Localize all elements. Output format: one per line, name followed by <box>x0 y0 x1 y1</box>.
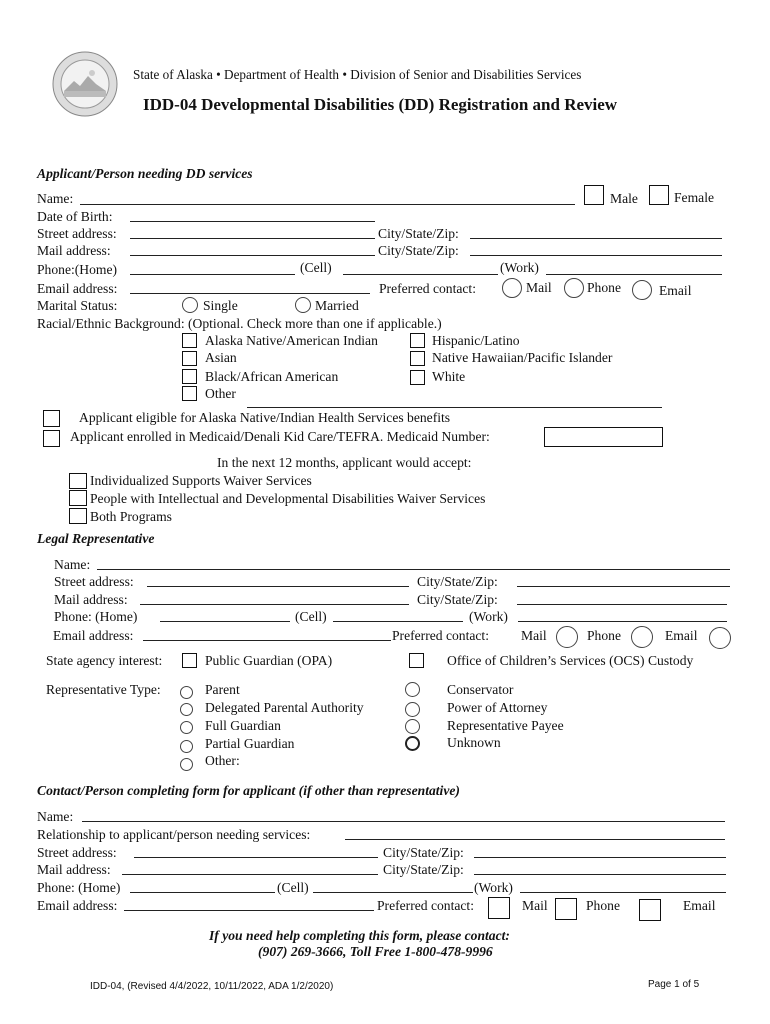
race-alaska-native-label: Alaska Native/American Indian <box>205 333 378 348</box>
contact-mail-city-field[interactable] <box>474 874 726 875</box>
isw-label: Individualized Supports Waiver Services <box>90 473 312 488</box>
rep-dpa-radio[interactable] <box>180 703 193 716</box>
rep-type-label: Representative Type: <box>46 682 161 697</box>
race-asian-label: Asian <box>205 350 237 365</box>
contact-cell-field[interactable] <box>313 892 473 893</box>
both-programs-label: Both Programs <box>90 509 172 524</box>
contact-phone-label: Phone: (Home) <box>37 880 121 895</box>
contact-cell-label: (Cell) <box>277 880 309 895</box>
city-label: City/State/Zip: <box>378 226 459 241</box>
cell-field[interactable] <box>343 274 498 275</box>
cell-label: (Cell) <box>300 260 332 275</box>
race-other-field[interactable] <box>247 407 662 408</box>
page-number: Page 1 of 5 <box>648 979 700 990</box>
rep-conservator-radio[interactable] <box>405 682 420 697</box>
pc-mail-radio[interactable] <box>502 278 522 298</box>
rep-payee-radio[interactable] <box>405 719 420 734</box>
mail-city-field[interactable] <box>470 255 722 256</box>
legal-city-label: City/State/Zip: <box>417 574 498 589</box>
legal-preferred-label: Preferred contact: <box>392 628 489 643</box>
contact-work-field[interactable] <box>520 892 726 893</box>
rep-other-label: Other: <box>205 753 240 768</box>
rep-other-radio[interactable] <box>180 758 193 771</box>
race-white-label: White <box>432 369 466 384</box>
contact-pc-email-label: Email <box>683 898 716 913</box>
contact-pc-email-checkbox[interactable] <box>639 899 661 921</box>
rep-unknown-radio[interactable] <box>405 736 420 751</box>
dob-label: Date of Birth: <box>37 209 113 224</box>
contact-section-heading: Contact/Person completing form for applicant (if other than representative) <box>37 783 460 798</box>
legal-mail-label: Mail address: <box>54 592 128 607</box>
racial-label: Racial/Ethnic Background: (Optional. Check more than one if applicable.) <box>37 316 442 331</box>
marital-label: Marital Status: <box>37 298 118 313</box>
female-label: Female <box>674 190 715 205</box>
race-other-checkbox[interactable] <box>182 386 197 401</box>
legal-pc-mail-label: Mail <box>521 628 547 643</box>
medicaid-label: Applicant enrolled in Medicaid/Denali Kid Care/TEFRA. Medicaid Number: <box>70 429 490 444</box>
mail-label: Mail address: <box>37 243 111 258</box>
rep-payee-label: Representative Payee <box>447 718 564 733</box>
race-hawaiian-checkbox[interactable] <box>410 351 425 366</box>
rep-unknown-label: Unknown <box>447 735 501 750</box>
ihs-eligible-checkbox[interactable] <box>43 410 60 427</box>
applicant-section-heading: Applicant/Person needing DD services <box>37 166 253 181</box>
email-label: Email address: <box>37 281 118 296</box>
isw-checkbox[interactable] <box>69 473 87 489</box>
street-label: Street address: <box>37 226 117 241</box>
ocs-checkbox[interactable] <box>409 653 424 668</box>
rep-parent-radio[interactable] <box>180 686 193 699</box>
race-hawaiian-label: Native Hawaiian/Pacific Islander <box>432 350 613 365</box>
agency-interest-label: State agency interest: <box>46 653 163 668</box>
legal-cell-field[interactable] <box>333 621 463 622</box>
legal-work-field[interactable] <box>518 621 727 622</box>
rep-partial-label: Partial Guardian <box>205 736 295 751</box>
contact-mail-label: Mail address: <box>37 862 111 877</box>
pc-email-label: Email <box>659 283 692 298</box>
single-label: Single <box>203 298 238 313</box>
contact-preferred-label: Preferred contact: <box>377 898 474 913</box>
legal-pc-phone-radio[interactable] <box>631 626 653 648</box>
form-title: IDD-04 Developmental Disabilities (DD) Registration and Review <box>143 95 618 114</box>
race-black-label: Black/African American <box>205 369 339 384</box>
ocs-label: Office of Children’s Services (OCS) Custody <box>447 653 694 668</box>
single-radio[interactable] <box>182 297 198 313</box>
race-alaska-native-checkbox[interactable] <box>182 333 197 348</box>
pc-phone-radio[interactable] <box>564 278 584 298</box>
applicant-name-field[interactable] <box>80 204 575 205</box>
agency-line: State of Alaska • Department of Health • Division of Senior and Disabilities Services <box>133 67 582 82</box>
male-label: Male <box>610 191 638 206</box>
contact-city-field[interactable] <box>474 857 726 858</box>
work-field[interactable] <box>546 274 722 275</box>
legal-street-label: Street address: <box>54 574 134 589</box>
male-checkbox[interactable] <box>584 185 604 205</box>
race-hispanic-checkbox[interactable] <box>410 333 425 348</box>
legal-email-field[interactable] <box>143 640 391 641</box>
contact-mail-city-label: City/State/Zip: <box>383 862 464 877</box>
contact-name-label: Name: <box>37 809 74 824</box>
contact-pc-phone-label: Phone <box>586 898 620 913</box>
iddw-checkbox[interactable] <box>69 490 87 506</box>
accept-intro: In the next 12 months, applicant would accept: <box>217 455 472 470</box>
rep-full-label: Full Guardian <box>205 718 281 733</box>
rep-full-radio[interactable] <box>180 721 193 734</box>
mail-field[interactable] <box>130 255 375 256</box>
legal-name-field[interactable] <box>97 569 730 570</box>
phone-home-label: Phone:(Home) <box>37 262 118 277</box>
contact-name-field[interactable] <box>82 821 725 822</box>
relationship-field[interactable] <box>345 839 725 840</box>
legal-phone-field[interactable] <box>160 621 290 622</box>
legal-mail-city-label: City/State/Zip: <box>417 592 498 607</box>
legal-pc-mail-radio[interactable] <box>556 626 578 648</box>
contact-email-label: Email address: <box>37 898 118 913</box>
contact-pc-mail-checkbox[interactable] <box>488 897 510 919</box>
race-black-checkbox[interactable] <box>182 369 197 384</box>
mail-city-label: City/State/Zip: <box>378 243 459 258</box>
legal-email-label: Email address: <box>53 628 134 643</box>
relationship-label: Relationship to applicant/person needing services: <box>37 827 311 842</box>
help-line-1: If you need help completing this form, please contact: <box>209 928 510 943</box>
iddw-label: People with Intellectual and Developmental Disabilities Waiver Services <box>90 491 486 506</box>
contact-work-label: (Work) <box>474 880 513 895</box>
race-asian-checkbox[interactable] <box>182 351 197 366</box>
contact-pc-mail-label: Mail <box>522 898 548 913</box>
legal-name-label: Name: <box>54 557 91 572</box>
medicaid-checkbox[interactable] <box>43 430 60 447</box>
preferred-contact-label: Preferred contact: <box>379 281 476 296</box>
legal-mail-city-field[interactable] <box>517 604 727 605</box>
email-field[interactable] <box>130 293 370 294</box>
contact-phone-field[interactable] <box>130 892 275 893</box>
contact-pc-phone-checkbox[interactable] <box>555 898 577 920</box>
race-hispanic-label: Hispanic/Latino <box>432 333 520 348</box>
rep-parent-label: Parent <box>205 682 240 697</box>
contact-street-label: Street address: <box>37 845 117 860</box>
contact-street-field[interactable] <box>134 857 378 858</box>
applicant-name-label: Name: <box>37 191 74 206</box>
street-field[interactable] <box>130 238 375 239</box>
rep-dpa-label: Delegated Parental Authority <box>205 700 364 715</box>
city-field[interactable] <box>470 238 722 239</box>
married-radio[interactable] <box>295 297 311 313</box>
legal-cell-label: (Cell) <box>295 609 327 624</box>
legal-pc-phone-label: Phone <box>587 628 621 643</box>
help-line-2: (907) 269-3666, Toll Free 1-800-478-9996 <box>258 944 493 959</box>
rep-partial-radio[interactable] <box>180 740 193 753</box>
contact-mail-field[interactable] <box>122 874 378 875</box>
legal-mail-field[interactable] <box>140 604 409 605</box>
legal-pc-email-label: Email <box>665 628 698 643</box>
rep-poa-radio[interactable] <box>405 702 420 717</box>
opa-checkbox[interactable] <box>182 653 197 668</box>
race-white-checkbox[interactable] <box>410 370 425 385</box>
legal-city-field[interactable] <box>517 586 730 587</box>
ihs-eligible-label: Applicant eligible for Alaska Native/Indian Health Services benefits <box>79 410 451 425</box>
contact-email-field[interactable] <box>124 910 374 911</box>
legal-pc-email-radio[interactable] <box>709 627 731 649</box>
married-label: Married <box>315 298 359 313</box>
legal-work-label: (Work) <box>469 609 508 624</box>
rep-conservator-label: Conservator <box>447 682 514 697</box>
pc-mail-label: Mail <box>526 280 552 295</box>
both-programs-checkbox[interactable] <box>69 508 87 524</box>
dob-field[interactable] <box>130 221 375 222</box>
medicaid-number-input[interactable] <box>544 427 663 447</box>
pc-email-radio[interactable] <box>632 280 652 300</box>
phone-home-field[interactable] <box>130 274 295 275</box>
race-other-label: Other <box>205 386 236 401</box>
rep-poa-label: Power of Attorney <box>447 700 548 715</box>
legal-section-heading: Legal Representative <box>37 531 155 546</box>
opa-label: Public Guardian (OPA) <box>205 653 333 668</box>
revision-footer: IDD-04, (Revised 4/4/2022, 10/11/2022, ADA 1/2/2020) <box>90 981 334 992</box>
state-seal-logo <box>52 51 118 117</box>
work-label: (Work) <box>500 260 539 275</box>
contact-city-label: City/State/Zip: <box>383 845 464 860</box>
female-checkbox[interactable] <box>649 185 669 205</box>
legal-phone-label: Phone: (Home) <box>54 609 138 624</box>
legal-street-field[interactable] <box>147 586 409 587</box>
pc-phone-label: Phone <box>587 280 621 295</box>
